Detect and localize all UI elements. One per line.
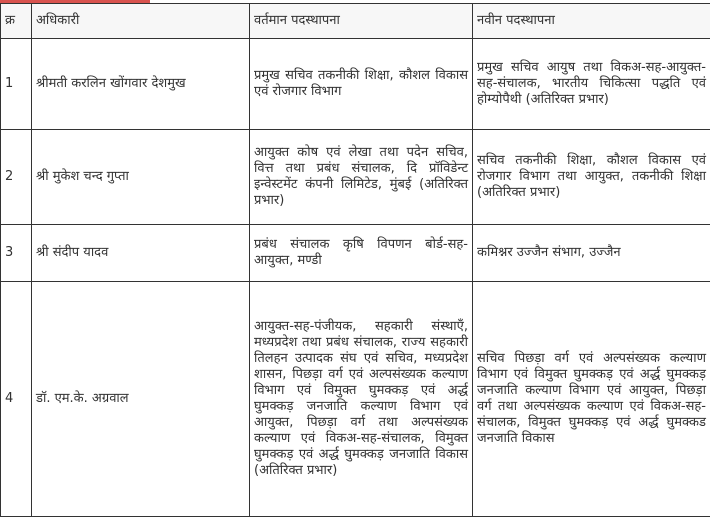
new-posting-cell: सचिव तकनीकी शिक्षा, कौशल विकास एवं रोजगार विभाग तथा आयुक्त, तकनीकी शिक्षा (अतिरिक्त प्रभार) [473, 130, 710, 225]
table-header [1, 4, 710, 39]
new-posting-cell: कमिश्नर उज्जैन संभाग, उज्जैन [473, 225, 710, 282]
table-row [1, 130, 710, 225]
posting-table [0, 3, 710, 517]
officer-cell: श्रीमती करलिन खोंगवार देशमुख [32, 39, 250, 130]
header-new-posting: नवीन पदस्थापना [473, 4, 710, 39]
table-row [1, 225, 710, 282]
current-posting-cell: प्रबंध संचालक कृषि विपणन बोर्ड-सह-आयुक्त, मण्डी [250, 225, 473, 282]
new-posting-cell: सचिव पिछड़ा वर्ग एवं अल्पसंख्यक कल्याण विभाग एवं विमुक्त घुमक्कड़ एवं अर्द्ध घुमक्कड़ जनजाति कल्याण विभाग एवं आयुक्त, पिछड़ा वर्ग तथा अल्पसंख्यक कल्याण एवं विकअ-सह-संचालक, विमुक्त घुमक्कड़ एवं अर्द्ध घुमक्कड जनजाति विकास [473, 282, 710, 517]
officer-cell: श्री संदीप यादव [32, 225, 250, 282]
header-row [1, 4, 710, 39]
header-serial-number: क्र [1, 4, 32, 39]
officer-cell: डॉ. एम.के. अग्रवाल [32, 282, 250, 517]
serial-number-cell: 4 [1, 282, 32, 517]
officer-cell: श्री मुकेश चन्द गुप्ता [32, 130, 250, 225]
new-posting-cell: प्रमुख सचिव आयुष तथा विकअ-सह-आयुक्त-सह-संचालक, भारतीय चिकित्सा पद्धति एवं होम्योपैथी (अतिरिक्त प्रभार) [473, 39, 710, 130]
current-posting-cell: आयुक्त-सह-पंजीयक, सहकारी संस्थाएँ, मध्यप्रदेश तथा प्रबंध संचालक, राज्य सहकारी तिलहन उत्पादक संघ एवं सचिव, मध्यप्रदेश शासन, पिछड़ा वर्ग एवं अल्पसंख्यक कल्याण विभाग एवं विमुक्त घुमक्कड़ एवं अर्द्ध घुमक्कड़ जनजाति कल्याण विभाग एवं आयुक्त, पिछड़ा वर्ग तथा अल्पसंख्यक कल्याण एवं विकअ-सह-संचालक, विमुक्त घुमक्कड़ एवं अर्द्ध घुमक्कड़ जनजाति विकास (अतिरिक्त प्रभार) [250, 282, 473, 517]
serial-number-cell: 3 [1, 225, 32, 282]
header-officer: अधिकारी [32, 4, 250, 39]
serial-number-cell: 2 [1, 130, 32, 225]
table-row [1, 39, 710, 130]
serial-number-cell: 1 [1, 39, 32, 130]
current-posting-cell: प्रमुख सचिव तकनीकी शिक्षा, कौशल विकास एवं रोजगार विभाग [250, 39, 473, 130]
current-posting-cell: आयुक्त कोष एवं लेखा तथा पदेन सचिव, वित्त तथा प्रबंध संचालक, दि प्रॉविडेन्ट इन्वेस्टमेंट कंपनी लिमिटेड, मुंबई (अतिरिक्त प्रभार) [250, 130, 473, 225]
table-row [1, 282, 710, 517]
header-current-posting: वर्तमान पदस्थापना [250, 4, 473, 39]
table-body [1, 39, 710, 517]
